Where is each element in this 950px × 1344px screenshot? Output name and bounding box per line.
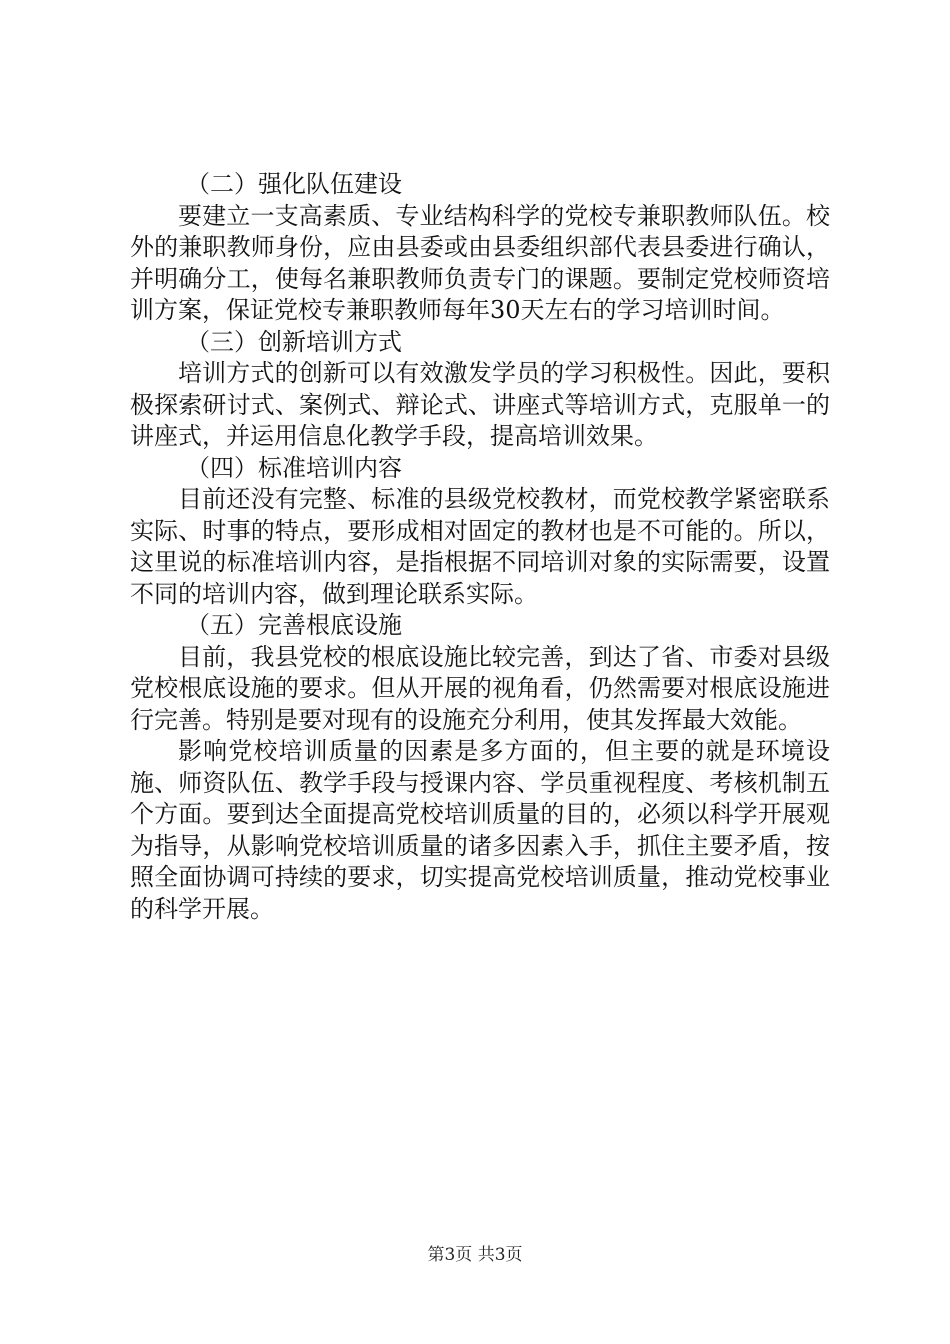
section-heading-3: （三）创新培训方式	[186, 327, 402, 356]
paragraph-team-building: 要建立一支高素质、专业结构科学的党校专兼职教师队伍。校外的兼职教师身份，应由县委或由县委组织部代表县委进行确认，并明确分工，使每名兼职教师负责专门的课题。要制定党校师资培训方案，保证党校专兼职教师每年30天左右的学习培训时间。	[130, 201, 830, 324]
paragraph-infrastructure: 目前，我县党校的根底设施比较完善，到达了省、市委对县级党校根底设施的要求。但从开展的视角看，仍然需要对根底设施进行完善。特别是要对现有的设施充分利用，使其发挥最大效能。	[130, 642, 830, 734]
section-heading-5: （五）完善根底设施	[186, 611, 402, 639]
paragraph-training-methods: 培训方式的创新可以有效激发学员的学习积极性。因此，要积极探索研讨式、案例式、辩论式、讲座式等培训方式，克服单一的讲座式，并运用信息化教学手段，提高培训效果。	[130, 359, 830, 450]
document-body	[130, 169, 830, 925]
section-heading-2: （二）强化队伍建设	[186, 170, 402, 198]
section-heading-4: （四）标准培训内容	[186, 453, 402, 482]
page-number-footer: 第3页 共3页	[427, 1245, 523, 1265]
paragraph-training-content: 目前还没有完整、标准的县级党校教材，而党校教学紧密联系实际、时事的特点，要形成相对固定的教材也是不可能的。所以，这里说的标准培训内容，是指根据不同培训对象的实际需要，设置不同的培训内容，做到理论联系实际。	[130, 485, 830, 608]
paragraph-conclusion: 影响党校培训质量的因素是多方面的，但主要的就是环境设施、师资队伍、教学手段与授课内容、学员重视程度、考核机制五个方面。要到达全面提高党校培训质量的目的，必须以科学开展观为指导，从影响党校培训质量的诸多因素入手，抓住主要矛盾，按照全面协调可持续的要求，切实提高党校培训质量，推动党校事业的科学开展。	[130, 737, 830, 923]
